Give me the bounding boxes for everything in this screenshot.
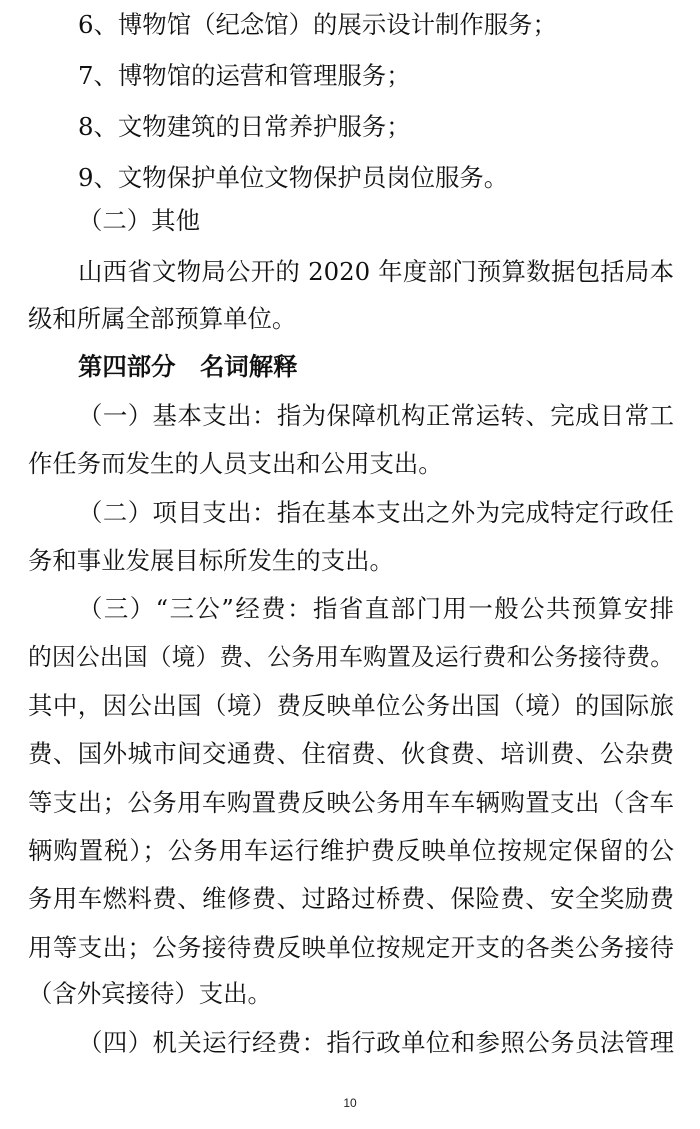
body-line: （四）机关运行经费：指行政单位和参照公务员法管理 xyxy=(78,1028,674,1057)
body-line: 6、博物馆（纪念馆）的展示设计制作服务； xyxy=(78,10,557,39)
body-line: 山西省文物局公开的 2020 年度部门预算数据包括局本 xyxy=(78,257,674,286)
body-line: 7、博物馆的运营和管理服务； xyxy=(78,61,411,90)
body-line: 用等支出；公务接待费反映单位按规定开支的各类公务接待 xyxy=(28,933,674,962)
body-line: （含外宾接待）支出。 xyxy=(28,979,272,1008)
body-line: （二）项目支出：指在基本支出之外为完成特定行政任 xyxy=(78,498,674,527)
body-line: 务用车燃料费、维修费、过路过桥费、保险费、安全奖励费 xyxy=(28,884,674,913)
body-line: 等支出；公务用车购置费反映公务用车车辆购置支出（含车 xyxy=(28,788,674,817)
body-line: 辆购置税）；公务用车运行维护费反映单位按规定保留的公 xyxy=(28,836,674,865)
body-line: （一）基本支出：指为保障机构正常运转、完成日常工 xyxy=(78,401,674,430)
body-line: 作任务而发生的人员支出和公用支出。 xyxy=(28,449,443,478)
body-line: 9、文物保护单位文物保护员岗位服务。 xyxy=(78,163,509,192)
body-line: 的因公出国（境）费、公务用车购置及运行费和公务接待费。 xyxy=(28,643,674,671)
body-line: 其中，因公出国（境）费反映单位公务出国（境）的国际旅 xyxy=(28,691,674,720)
section-heading: 第四部分 名词解释 xyxy=(78,352,298,381)
body-line: （三）“三公”经费：指省直部门用一般公共预算安排 xyxy=(78,594,674,623)
body-line: 务和事业发展目标所发生的支出。 xyxy=(28,546,394,575)
body-line: 级和所属全部预算单位。 xyxy=(28,304,297,333)
page-number: 10 xyxy=(343,1096,357,1110)
section-subheading: （二）其他 xyxy=(78,206,200,235)
body-line: 8、文物建筑的日常养护服务； xyxy=(78,112,411,141)
body-line: 费、国外城市间交通费、住宿费、伙食费、培训费、公杂费 xyxy=(28,739,674,768)
